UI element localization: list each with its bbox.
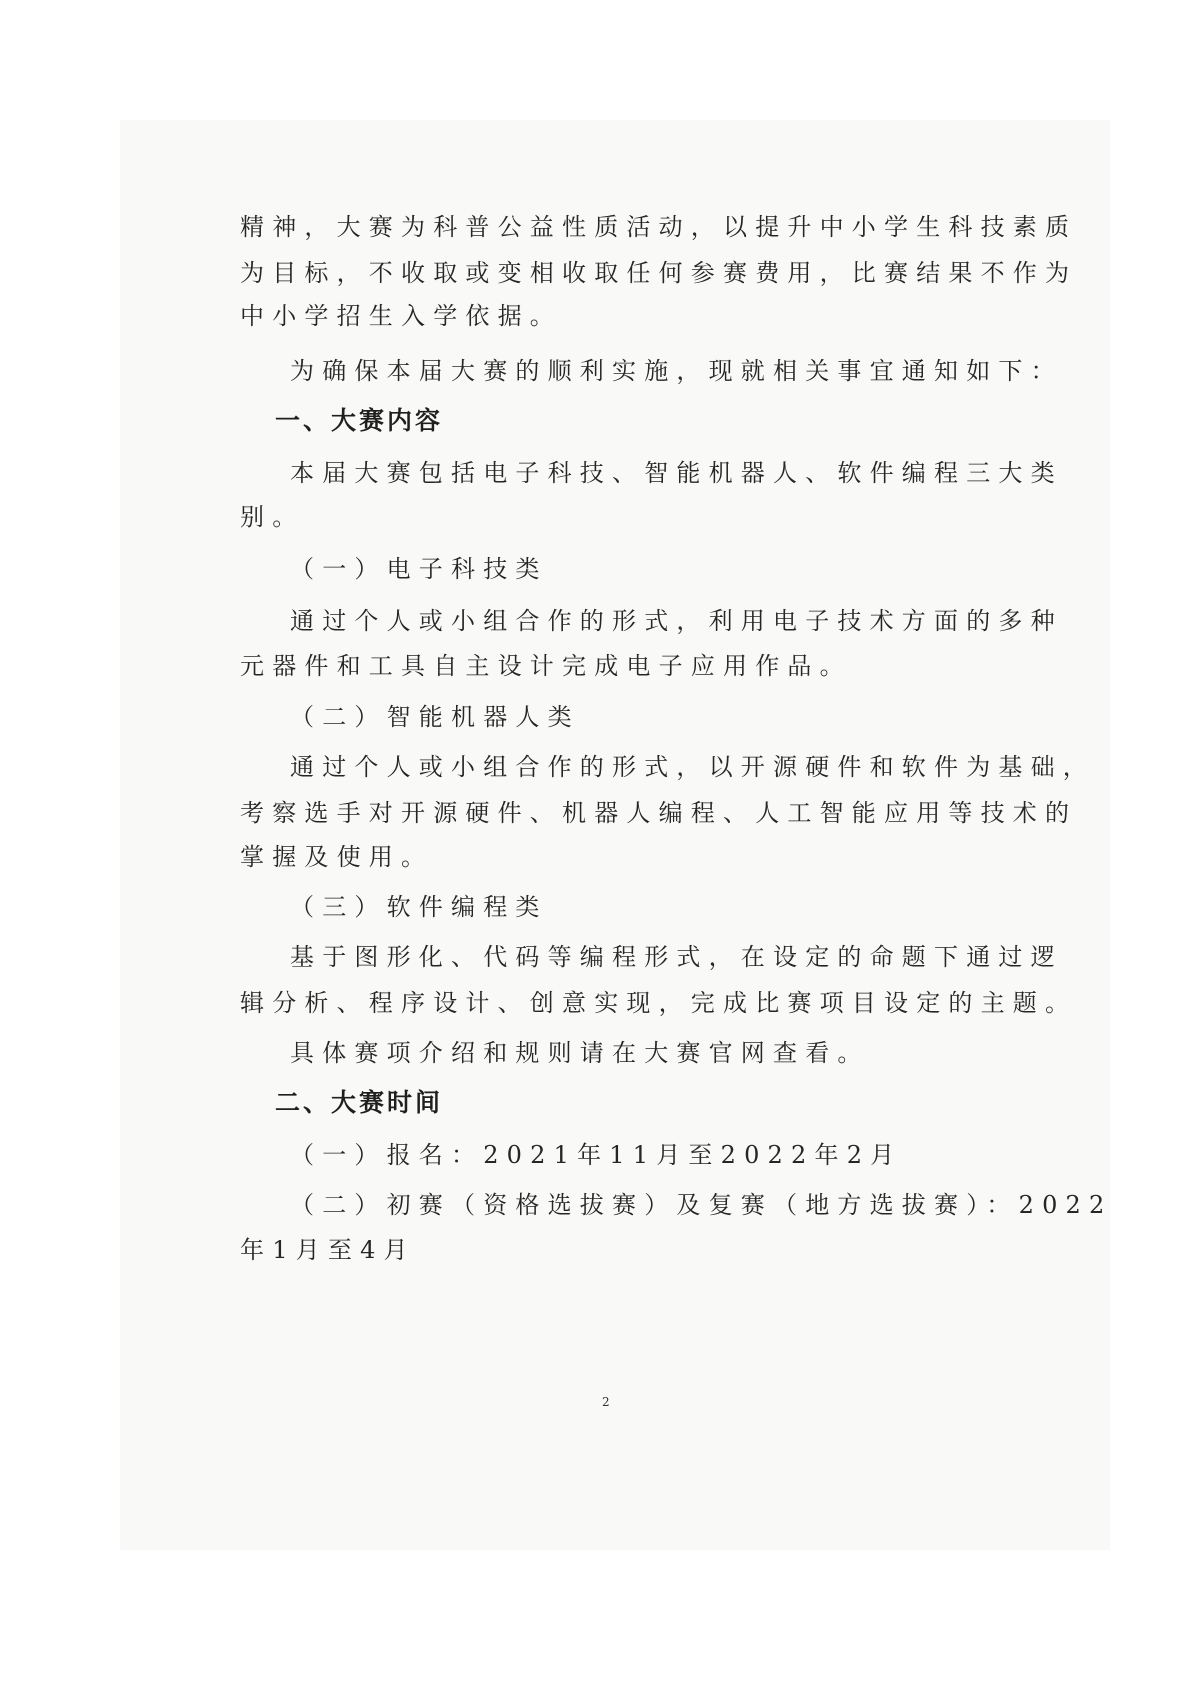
body-line-11: 掌握及使用。: [240, 843, 434, 871]
body-line-3: 中小学招生入学依据。: [240, 302, 562, 330]
subheading-3: （三）软件编程类: [290, 893, 548, 921]
page-number: 2: [602, 1395, 610, 1409]
time-line-3: 年1月至4月: [240, 1236, 416, 1264]
section-heading-2: 二、大赛时间: [275, 1088, 444, 1117]
paper-sheet: [120, 120, 1113, 1550]
body-line-4: 为确保本届大赛的顺利实施，现就相关事宜通知如下：: [290, 357, 1063, 385]
subheading-1: （一）电子科技类: [290, 555, 548, 583]
body-line-10: 考察选手对开源硬件、机器人编程、人工智能应用等技术的: [240, 799, 1078, 827]
body-line-1: 精神，大赛为科普公益性质活动，以提升中小学生科技素质: [240, 213, 1078, 241]
body-line-13: 辑分析、程序设计、创意实现，完成比赛项目设定的主题。: [240, 989, 1078, 1017]
section-heading-1: 一、大赛内容: [275, 406, 444, 435]
body-line-7: 通过个人或小组合作的形式，利用电子技术方面的多种: [290, 607, 1063, 635]
body-line-6: 别。: [240, 503, 305, 531]
body-line-9: 通过个人或小组合作的形式，以开源硬件和软件为基础，: [290, 753, 1095, 781]
body-line-14: 具体赛项介绍和规则请在大赛官网查看。: [290, 1039, 870, 1067]
body-line-12: 基于图形化、代码等编程形式，在设定的命题下通过逻: [290, 943, 1063, 971]
body-line-2: 为目标，不收取或变相收取任何参赛费用，比赛结果不作为: [240, 259, 1078, 287]
time-line-1: （一）报名：2021年11月至2022年2月: [290, 1141, 903, 1169]
body-line-8: 元器件和工具自主设计完成电子应用作品。: [240, 652, 852, 680]
time-line-2: （二）初赛（资格选拔赛）及复赛（地方选拔赛）：2022: [290, 1191, 1113, 1219]
subheading-2: （二）智能机器人类: [290, 703, 580, 731]
body-line-5: 本届大赛包括电子科技、智能机器人、软件编程三大类: [290, 459, 1063, 487]
